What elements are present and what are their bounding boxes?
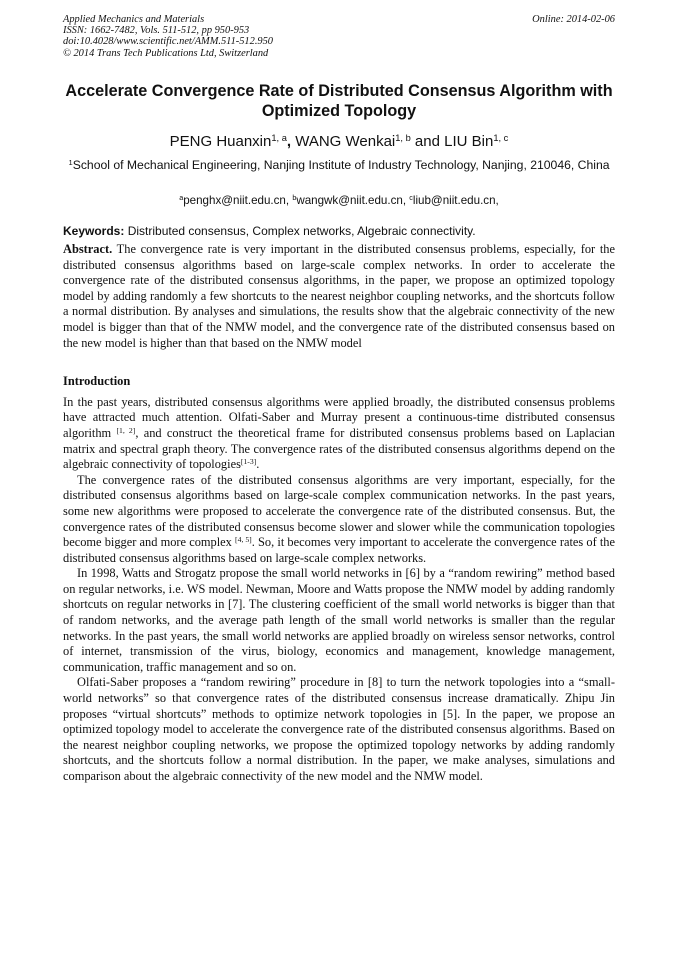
author-sup: 1, b (395, 132, 411, 143)
author-name: LIU Bin (444, 133, 494, 150)
text: . So, it becomes very important to accelerate the convergence rates of the distributed consensus algorithms based on large-scale complex networks. (63, 535, 616, 565)
email: wangwk@niit.edu.cn, (296, 194, 410, 207)
email: penghx@niit.edu.cn, (183, 194, 293, 207)
author-sep: and (410, 133, 445, 150)
affiliation-sup: 1 (68, 157, 73, 167)
citation: [1-3] (240, 456, 257, 466)
email-sup: a (179, 193, 184, 203)
email-sup: b (292, 193, 297, 203)
citation: [4, 5] (235, 534, 252, 544)
paragraph: In 1998, Watts and Strogatz propose the small world networks in [6] by a “random rewiring” method based on regular networks, i.e. WS model. Newman, Moore and Watts propose the NMW model by adding randomly shortcuts on regular networks in [7]. The clustering coefficient of the small world networks is bigger than that of random networks, and the average path length of the small world networks is smaller than the regular networks. In the past years, the small world networks are applied broadly on wireless sensor networks, control of internet, transmission of the virus, biology, economics and management, knowledge management, communication, traffic management and so on. (63, 566, 615, 674)
text: The convergence rates of the distributed consensus algorithms are very important, especially, for the distributed consensus algorithms based on large-scale complex communication networks. In the past years, some new algorithms were proposed to accelerate the convergence rate of the distributed consensus. But, the convergence rates of the distributed consensus become slower and slower while the communication topologies become bigger and more complex (63, 472, 615, 550)
journal-header (63, 14, 273, 59)
affiliation (63, 158, 615, 174)
email-sup: c (409, 193, 413, 203)
author-name: WANG Wenkai (295, 133, 396, 150)
section-heading: Introduction (63, 374, 131, 389)
copyright: © 2014 Trans Tech Publications Ltd, Switzerland (63, 47, 269, 59)
online-date: Online: 2014-02-06 (532, 14, 615, 25)
author-sep: , (286, 133, 296, 150)
abstract-label: Abstract. (63, 242, 113, 256)
author-sup: 1, a (271, 132, 287, 143)
citation: [1, 2] (116, 425, 136, 435)
keywords-text: Distributed consensus, Complex networks, Algebraic connectivity. (124, 224, 476, 238)
journal-name: Applied Mechanics and Materials (63, 14, 205, 25)
paper-title: Accelerate Convergence Rate of Distributed Consensus Algorithm with Optimized Topology (65, 82, 613, 120)
paragraph: Olfati-Saber proposes a “random rewiring” procedure in [8] to turn the network topologies into a “small-world networks” so that convergence rates of the distributed consensus increase dramatically. Zhipu Jin proposes “virtual shortcuts” methods to optimize network topologies in [5]. In the paper, we propose an optimized topology model to accelerate the convergence rate of the distributed consensus algorithms. Based on the nearest neighbor coupling networks, we propose the optimized topology networks by adding randomly shortcuts, and the shortcuts follow a normal distribution. In the paper, we make analyses, simulations and comparison about the algebraic connectivity of the new model and the NMW model. (63, 675, 615, 783)
abstract-text: The convergence rate is very important in the distributed consensus problems, especially, for the distributed consensus algorithms based on large-scale complex networks. In order to accelerate the convergence rate of the distributed consensus algorithms, in the paper, we propose an optimized topology model by adding randomly a few shortcuts to the nearest neighbor coupling networks, and the shortcuts follow a normal distribution. By analyses and simulations, the results show that the algebraic connectivity of the new model is bigger than that of the NMW model, and the convergence rate of the distributed consensus based on the new model is higher than that based on the NMW model (63, 242, 615, 350)
doi: doi:10.4028/www.scientific.net/AMM.511-512.950 (63, 36, 273, 48)
authors (63, 133, 615, 150)
affiliation-text: School of Mechanical Engineering, Nanjing Institute of Industry Technology, Nanjing, 210046, China (72, 158, 610, 172)
paragraph (63, 395, 615, 473)
paper-body (63, 236, 615, 785)
email: liub@niit.edu.cn, (412, 194, 499, 207)
text: In the past years, distributed consensus algorithms were applied broadly, the distributed consensus problems have attracted much attention. Olfati-Saber and Murray present a continuous-time distributed consensus algorithm (63, 394, 615, 440)
abstract (63, 242, 615, 351)
text: , and construct the theoretical frame for distributed consensus problems based on Laplacian matrix and spectral graph theory. The convergence rates of the distributed consensus algorithms depend on the algebraic connectivity of topologies (63, 425, 615, 472)
author-sup: 1, c (493, 132, 509, 143)
author-name: PENG Huanxin (169, 133, 272, 150)
issn: ISSN: 1662-7482, Vols. 511-512, pp 950-953 (63, 25, 250, 37)
paragraph (63, 473, 615, 567)
emails (63, 194, 615, 207)
keywords-label: Keywords: (63, 224, 125, 238)
text: . (256, 457, 260, 472)
